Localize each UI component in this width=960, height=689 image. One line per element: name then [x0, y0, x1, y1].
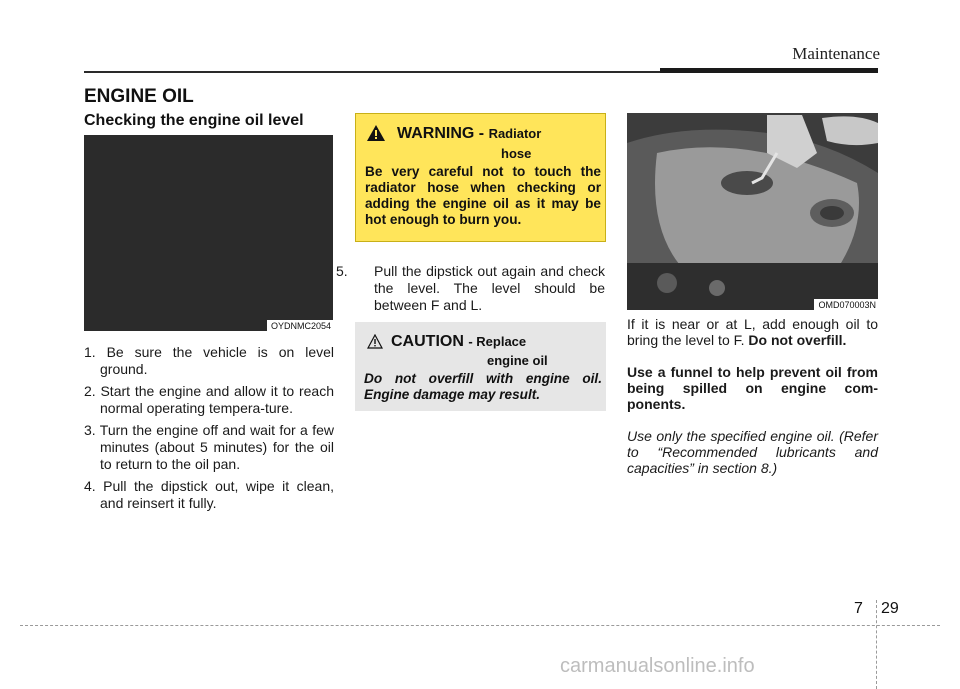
- caution-box: [355, 322, 606, 411]
- chapter-number: 7: [854, 600, 863, 617]
- paragraph-2: Use a funnel to help prevent oil from being spilled on engine com-ponents.: [627, 364, 878, 412]
- header-rule: [84, 71, 660, 73]
- caution-topic: - Replace: [468, 334, 527, 349]
- step-5: [336, 263, 605, 314]
- warning-label: WARNING -: [397, 125, 485, 142]
- caution-label: CAUTION: [391, 333, 464, 350]
- paragraph-1-text: If it is near or at L, add enough oil to bring the level to F.: [627, 316, 878, 348]
- section-title: ENGINE OIL: [84, 86, 194, 107]
- caution-title: [391, 333, 526, 351]
- caution-triangle-icon: [367, 334, 383, 349]
- warning-topic-line2: hose: [501, 146, 532, 161]
- column-3-text: [627, 316, 878, 492]
- engine-funnel-photo: [627, 113, 878, 310]
- step-item: 2. Start the engine and allow it to reach normal operating tempera-ture.: [84, 383, 334, 416]
- paragraph-3: Use only the specified engine oil. (Refer to “Recommended lubricants and capacities” in section 8.): [627, 428, 878, 476]
- header-rule-accent: [660, 68, 878, 73]
- overfill-note: Do not overfill.: [748, 332, 847, 348]
- footer-rule: [20, 625, 940, 626]
- step-item: 3. Turn the engine off and wait for a few minutes (about 5 minutes) for the oil to return to the oil pan.: [84, 422, 334, 472]
- caution-topic-line2: engine oil: [487, 353, 548, 368]
- paragraph-1: [627, 316, 878, 348]
- watermark: carmanualsonline.info: [560, 655, 755, 677]
- warning-box: [355, 113, 606, 242]
- warning-title: [397, 125, 541, 143]
- step-5-text: Pull the dipstick out again and check the level. The level should be between F and L.: [374, 263, 605, 313]
- step-5-number: 5.: [336, 263, 348, 279]
- page-number: 29: [881, 600, 899, 617]
- photo-code: OYDNMC2054: [267, 320, 333, 331]
- warning-topic: Radiator: [488, 126, 542, 141]
- warning-body: Be very careful not to touch the radiator hose when checking or adding the engine oil as it may be hot enough to burn you.: [365, 164, 601, 227]
- engine-illustration: [627, 113, 878, 310]
- step-item: 4. Pull the dipstick out, wipe it clean, and reinsert it fully.: [84, 478, 334, 511]
- step-item: 1. Be sure the vehicle is on level ground.: [84, 344, 334, 377]
- subheading: Checking the engine oil level: [84, 112, 304, 129]
- chapter-title: Maintenance: [792, 44, 880, 63]
- caution-body: Do not overfill with engine oil. Engine damage may result.: [364, 371, 602, 402]
- page-divider: [876, 600, 877, 689]
- warning-triangle-icon: [367, 125, 385, 141]
- engine-photo-placeholder: [84, 135, 333, 331]
- photo-code: OMD070003N: [814, 299, 878, 310]
- steps-list: [84, 344, 334, 517]
